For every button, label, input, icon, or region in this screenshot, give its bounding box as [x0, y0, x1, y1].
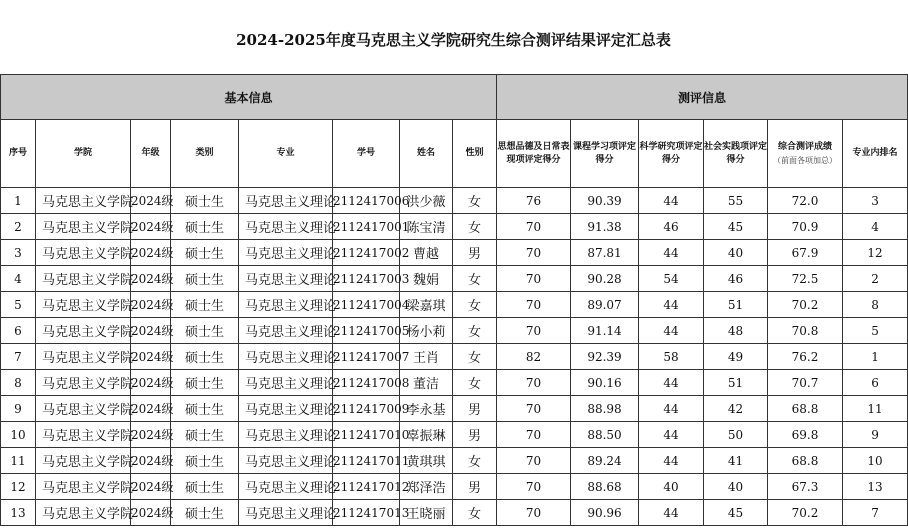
cell-social: 40	[704, 240, 768, 266]
header-social: 社会实践项评定得分	[704, 120, 768, 188]
cell-grade: 2024级	[131, 422, 171, 448]
cell-social: 50	[704, 422, 768, 448]
cell-name: 郑泽浩	[400, 474, 453, 500]
cell-student-id: 2112417002	[333, 240, 400, 266]
cell-course: 87.81	[571, 240, 639, 266]
header-grade: 年级	[131, 120, 171, 188]
cell-moral: 70	[497, 422, 571, 448]
table-row	[1, 396, 908, 422]
cell-type: 硕士生	[171, 240, 239, 266]
cell-college: 马克思主义学院	[36, 214, 131, 240]
cell-gender: 女	[453, 318, 497, 344]
cell-social: 55	[704, 188, 768, 214]
cell-grade: 2024级	[131, 214, 171, 240]
cell-student-id: 2112417003	[333, 266, 400, 292]
cell-major: 马克思主义理论	[239, 292, 333, 318]
cell-social: 51	[704, 370, 768, 396]
group-basic-info: 基本信息	[1, 75, 497, 120]
table-row	[1, 266, 908, 292]
cell-major: 马克思主义理论	[239, 448, 333, 474]
cell-grade: 2024级	[131, 266, 171, 292]
cell-major: 马克思主义理论	[239, 266, 333, 292]
cell-course: 89.24	[571, 448, 639, 474]
cell-seq: 10	[1, 422, 36, 448]
cell-name: 杨小莉	[400, 318, 453, 344]
header-total-label: 综合测评成绩	[778, 141, 833, 152]
cell-gender: 男	[453, 474, 497, 500]
cell-gender: 女	[453, 266, 497, 292]
cell-name: 陈宝清	[400, 214, 453, 240]
cell-total: 70.2	[768, 292, 843, 318]
cell-seq: 13	[1, 500, 36, 526]
cell-grade: 2024级	[131, 370, 171, 396]
cell-social: 42	[704, 396, 768, 422]
cell-major: 马克思主义理论	[239, 370, 333, 396]
group-eval-info: 测评信息	[497, 75, 908, 120]
cell-total: 69.8	[768, 422, 843, 448]
cell-college: 马克思主义学院	[36, 396, 131, 422]
cell-research: 46	[639, 214, 704, 240]
cell-course: 90.28	[571, 266, 639, 292]
header-gender: 性别	[453, 120, 497, 188]
cell-college: 马克思主义学院	[36, 448, 131, 474]
cell-course: 88.50	[571, 422, 639, 448]
header-research: 科学研究项评定得分	[639, 120, 704, 188]
header-name: 姓名	[400, 120, 453, 188]
cell-gender: 女	[453, 344, 497, 370]
cell-major: 马克思主义理论	[239, 396, 333, 422]
table-row	[1, 448, 908, 474]
cell-grade: 2024级	[131, 240, 171, 266]
cell-rank: 5	[843, 318, 908, 344]
cell-type: 硕士生	[171, 214, 239, 240]
header-seq: 序号	[1, 120, 36, 188]
table-row	[1, 188, 908, 214]
cell-type: 硕士生	[171, 266, 239, 292]
cell-social: 41	[704, 448, 768, 474]
cell-name: 董洁	[400, 370, 453, 396]
cell-rank: 12	[843, 240, 908, 266]
header-total-note: （前面各项加总）	[773, 155, 838, 165]
cell-moral: 70	[497, 500, 571, 526]
cell-moral: 70	[497, 292, 571, 318]
cell-grade: 2024级	[131, 188, 171, 214]
cell-name: 王肖	[400, 344, 453, 370]
cell-total: 72.5	[768, 266, 843, 292]
cell-rank: 2	[843, 266, 908, 292]
cell-social: 40	[704, 474, 768, 500]
header-rank: 专业内排名	[843, 120, 908, 188]
table-row	[1, 318, 908, 344]
cell-grade: 2024级	[131, 318, 171, 344]
cell-rank: 9	[843, 422, 908, 448]
cell-seq: 12	[1, 474, 36, 500]
cell-name: 洪少薇	[400, 188, 453, 214]
cell-moral: 70	[497, 448, 571, 474]
header-moral: 思想品德及日常表现项评定得分	[497, 120, 571, 188]
cell-research: 44	[639, 422, 704, 448]
cell-college: 马克思主义学院	[36, 474, 131, 500]
cell-grade: 2024级	[131, 344, 171, 370]
header-course: 课程学习项评定得分	[571, 120, 639, 188]
cell-gender: 男	[453, 396, 497, 422]
page-title: 2024-2025年度马克思主义学院研究生综合测评结果评定汇总表	[236, 31, 671, 49]
cell-gender: 男	[453, 422, 497, 448]
cell-research: 44	[639, 396, 704, 422]
cell-rank: 7	[843, 500, 908, 526]
cell-moral: 70	[497, 240, 571, 266]
cell-rank: 4	[843, 214, 908, 240]
cell-college: 马克思主义学院	[36, 344, 131, 370]
cell-moral: 70	[497, 214, 571, 240]
cell-moral: 70	[497, 318, 571, 344]
cell-name: 黄琪琪	[400, 448, 453, 474]
cell-social: 48	[704, 318, 768, 344]
cell-college: 马克思主义学院	[36, 188, 131, 214]
cell-type: 硕士生	[171, 344, 239, 370]
cell-moral: 70	[497, 266, 571, 292]
cell-rank: 3	[843, 188, 908, 214]
cell-type: 硕士生	[171, 396, 239, 422]
table-row	[1, 500, 908, 526]
cell-grade: 2024级	[131, 500, 171, 526]
cell-grade: 2024级	[131, 292, 171, 318]
cell-seq: 2	[1, 214, 36, 240]
cell-college: 马克思主义学院	[36, 318, 131, 344]
cell-college: 马克思主义学院	[36, 292, 131, 318]
cell-college: 马克思主义学院	[36, 422, 131, 448]
cell-course: 88.98	[571, 396, 639, 422]
cell-research: 44	[639, 240, 704, 266]
cell-research: 44	[639, 500, 704, 526]
cell-rank: 13	[843, 474, 908, 500]
cell-type: 硕士生	[171, 500, 239, 526]
cell-rank: 11	[843, 396, 908, 422]
cell-total: 70.2	[768, 500, 843, 526]
table-row	[1, 474, 908, 500]
cell-gender: 女	[453, 500, 497, 526]
cell-rank: 8	[843, 292, 908, 318]
cell-student-id: 2112417006	[333, 188, 400, 214]
cell-research: 44	[639, 318, 704, 344]
header-college: 学院	[36, 120, 131, 188]
cell-seq: 1	[1, 188, 36, 214]
cell-total: 68.8	[768, 396, 843, 422]
cell-moral: 70	[497, 474, 571, 500]
cell-type: 硕士生	[171, 188, 239, 214]
cell-major: 马克思主义理论	[239, 422, 333, 448]
header-student-id: 学号	[333, 120, 400, 188]
cell-moral: 70	[497, 396, 571, 422]
cell-student-id: 2112417010	[333, 422, 400, 448]
cell-gender: 女	[453, 214, 497, 240]
cell-name: 曹越	[400, 240, 453, 266]
cell-seq: 8	[1, 370, 36, 396]
cell-name: 辜振琳	[400, 422, 453, 448]
cell-type: 硕士生	[171, 292, 239, 318]
cell-course: 90.39	[571, 188, 639, 214]
cell-type: 硕士生	[171, 448, 239, 474]
cell-major: 马克思主义理论	[239, 474, 333, 500]
cell-research: 40	[639, 474, 704, 500]
cell-total: 70.9	[768, 214, 843, 240]
cell-major: 马克思主义理论	[239, 500, 333, 526]
cell-seq: 11	[1, 448, 36, 474]
cell-student-id: 2112417012	[333, 474, 400, 500]
header-major: 专业	[239, 120, 333, 188]
cell-type: 硕士生	[171, 370, 239, 396]
evaluation-table	[0, 74, 908, 526]
table-row	[1, 422, 908, 448]
cell-research: 58	[639, 344, 704, 370]
cell-grade: 2024级	[131, 474, 171, 500]
cell-college: 马克思主义学院	[36, 370, 131, 396]
cell-course: 91.14	[571, 318, 639, 344]
cell-student-id: 2112417007	[333, 344, 400, 370]
cell-rank: 6	[843, 370, 908, 396]
cell-student-id: 2112417001	[333, 214, 400, 240]
table-row	[1, 344, 908, 370]
cell-course: 89.07	[571, 292, 639, 318]
cell-gender: 女	[453, 448, 497, 474]
cell-social: 46	[704, 266, 768, 292]
cell-course: 92.39	[571, 344, 639, 370]
cell-total: 68.8	[768, 448, 843, 474]
cell-major: 马克思主义理论	[239, 214, 333, 240]
cell-seq: 5	[1, 292, 36, 318]
cell-moral: 76	[497, 188, 571, 214]
cell-name: 王晓丽	[400, 500, 453, 526]
cell-name: 梁嘉琪	[400, 292, 453, 318]
cell-major: 马克思主义理论	[239, 318, 333, 344]
cell-course: 88.68	[571, 474, 639, 500]
cell-seq: 4	[1, 266, 36, 292]
cell-grade: 2024级	[131, 396, 171, 422]
cell-moral: 82	[497, 344, 571, 370]
cell-student-id: 2112417011	[333, 448, 400, 474]
cell-course: 91.38	[571, 214, 639, 240]
cell-total: 67.3	[768, 474, 843, 500]
cell-research: 44	[639, 448, 704, 474]
cell-rank: 1	[843, 344, 908, 370]
table-row	[1, 370, 908, 396]
cell-total: 70.8	[768, 318, 843, 344]
cell-gender: 女	[453, 188, 497, 214]
cell-seq: 7	[1, 344, 36, 370]
cell-research: 44	[639, 188, 704, 214]
cell-social: 51	[704, 292, 768, 318]
cell-type: 硕士生	[171, 474, 239, 500]
cell-social: 45	[704, 214, 768, 240]
cell-major: 马克思主义理论	[239, 188, 333, 214]
cell-name: 魏娟	[400, 266, 453, 292]
cell-total: 72.0	[768, 188, 843, 214]
cell-student-id: 2112417008	[333, 370, 400, 396]
table-row	[1, 214, 908, 240]
cell-student-id: 2112417004	[333, 292, 400, 318]
cell-course: 90.16	[571, 370, 639, 396]
cell-gender: 女	[453, 370, 497, 396]
cell-seq: 3	[1, 240, 36, 266]
cell-college: 马克思主义学院	[36, 500, 131, 526]
cell-seq: 9	[1, 396, 36, 422]
header-type: 类别	[171, 120, 239, 188]
cell-research: 44	[639, 370, 704, 396]
cell-research: 54	[639, 266, 704, 292]
cell-social: 45	[704, 500, 768, 526]
table-row	[1, 292, 908, 318]
cell-moral: 70	[497, 370, 571, 396]
cell-seq: 6	[1, 318, 36, 344]
cell-total: 70.7	[768, 370, 843, 396]
header-total	[768, 120, 843, 188]
cell-rank: 10	[843, 448, 908, 474]
cell-total: 67.9	[768, 240, 843, 266]
cell-gender: 女	[453, 292, 497, 318]
cell-college: 马克思主义学院	[36, 266, 131, 292]
cell-student-id: 2112417013	[333, 500, 400, 526]
cell-social: 49	[704, 344, 768, 370]
cell-college: 马克思主义学院	[36, 240, 131, 266]
cell-research: 44	[639, 292, 704, 318]
table-row	[1, 240, 908, 266]
cell-gender: 男	[453, 240, 497, 266]
cell-total: 76.2	[768, 344, 843, 370]
cell-type: 硕士生	[171, 422, 239, 448]
cell-major: 马克思主义理论	[239, 344, 333, 370]
cell-course: 90.96	[571, 500, 639, 526]
cell-major: 马克思主义理论	[239, 240, 333, 266]
cell-grade: 2024级	[131, 448, 171, 474]
cell-student-id: 2112417005	[333, 318, 400, 344]
cell-name: 李永基	[400, 396, 453, 422]
cell-student-id: 2112417009	[333, 396, 400, 422]
cell-type: 硕士生	[171, 318, 239, 344]
